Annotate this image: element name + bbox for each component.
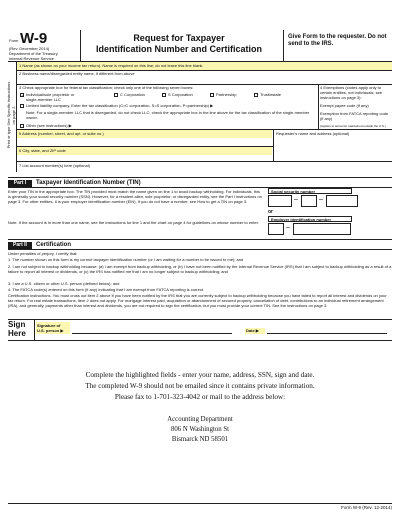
fatca-note: (Applies to accounts maintained outside the U.S.)	[320, 124, 386, 128]
partnership-checkbox[interactable]	[210, 93, 214, 97]
part-1-tag: Part I	[8, 180, 32, 187]
address-line-1: Accounting Department	[167, 416, 233, 423]
trust-estate-checkbox[interactable]	[254, 93, 258, 97]
message-line-1: Complete the highlighted fields - enter your name, address, SSN, sign and date.	[85, 371, 315, 379]
certification-item-1: 1. The number shown on this form is my correct taxpayer identification number (or I am waiting for a number to be issued to me); and	[8, 257, 244, 262]
llc-checkbox[interactable]	[20, 104, 24, 108]
other-label: Other (see instructions) ▶	[26, 123, 72, 128]
requester-name-field[interactable]: Requester's name and address (optional)	[276, 131, 350, 136]
or-label: or	[268, 209, 273, 215]
fatca-code-field[interactable]: Exemption from FATCA reporting code (if any)	[320, 111, 389, 121]
department-line: Department of the Treasury	[9, 51, 58, 56]
name-field[interactable]: 1 Name (as shown on your income tax return). Name is required on this line; do not leave this line blank.	[17, 62, 392, 70]
service-line: Internal Revenue Service	[9, 56, 54, 61]
part-2-tag: Part II	[8, 242, 32, 249]
tin-note: Note. If the account is in more than one name, see the instructions for line 1 and the chart on page 4 for guidelines on whose number to enter.	[8, 220, 259, 225]
sole-proprietor-label: Individual/sole proprietor or single-member LLC	[26, 92, 75, 102]
s-corp-checkbox[interactable]	[162, 93, 166, 97]
ssn-dash-1: –	[294, 196, 298, 203]
ssn-dash-2: –	[319, 196, 323, 203]
here-label: Here	[8, 329, 26, 338]
ein-dash: –	[286, 224, 290, 231]
ssn-serial-field[interactable]	[326, 195, 358, 207]
ein-label: Employer identification number	[268, 216, 352, 222]
certification-item-4: 4. The FATCA code(s) entered on this form (if any) indicating that I am exempt from FATCA reporting is correct.	[8, 287, 205, 292]
signature-label: Signature of U.S. person ▶	[36, 322, 70, 334]
message-line-3: Please fax to 1-701-323-4042 or mail to the address below:	[114, 393, 286, 401]
part-2-title: Certification	[36, 242, 72, 248]
c-corp-label: C Corporation	[120, 92, 145, 97]
sign-label: Sign	[8, 320, 26, 329]
form-label: Form	[9, 38, 19, 43]
llc-label: Limited liability company. Enter the tax classification (C=C corporation, S=S corporation, P=partnership) ▶	[26, 103, 214, 108]
account-numbers-field[interactable]: 7 List account number(s) here (optional)	[19, 163, 90, 168]
classification-label: 3 Check appropriate box for federal tax classification; check only one of the following seven boxes:	[19, 85, 194, 90]
address-line-3: Bismarck ND 58501	[171, 436, 229, 443]
business-name-field[interactable]: 2 Business name/disregarded entity name, if different from above	[19, 71, 135, 76]
s-corp-label: S Corporation	[168, 92, 193, 97]
ssn-label: Social security number	[268, 188, 352, 194]
certification-item-2: 2. I am not subject to backup withholding because: (a) I am exempt from backup withholding, or (b) I have not been notified by the Internal Revenue Service (IRS) that I am subject to backup withholding as a result of a failure to report all interest or dividends, or (c) the IRS has notified me that I am no longer subject to backup withholding; and	[8, 264, 392, 274]
trust-estate-label: Trust/estate	[260, 92, 281, 97]
footer-form-label: Form W-9 (Rev. 12-2014)	[341, 505, 392, 510]
give-form-note: Give Form to the requester. Do not send to the IRS.	[288, 34, 387, 47]
ein-prefix-field[interactable]	[268, 223, 284, 235]
certification-intro: Under penalties of perjury, I certify that:	[8, 251, 78, 256]
part-1-title: Taxpayer Identification Number (TIN)	[36, 180, 141, 186]
certification-item-3: 3. I am a U.S. citizen or other U.S. person (defined below); and	[8, 281, 120, 286]
ssn-group-field[interactable]	[301, 195, 317, 207]
form-subtitle: Identification Number and Certification	[95, 44, 262, 54]
address-field[interactable]: 5 Address (number, street, and apt. or suite no.)	[17, 130, 272, 138]
llc-note: Note. For a single-member LLC that is disregarded, do not check LLC; check the appropriate box in the line above for the tax classification of the single-member owner.	[26, 110, 310, 120]
other-checkbox[interactable]	[20, 124, 24, 128]
revision-date: (Rev. December 2014)	[9, 46, 50, 51]
c-corp-checkbox[interactable]	[114, 93, 118, 97]
certification-instructions: Certification instructions. You must cross out item 2 above if you have been notified by the IRS that you are currently subject to backup withholding because you have failed to report all interest and dividends on your tax return. For real estate transactions, item 2 does not apply. For mortgage interest paid, acquisition or abandonment of secured property, cancellation of debt, contributions to an individual retirement arrangement (IRA), and generally, payments other than interest and dividends, you are not required to sign the certification, but you must provide your correct TIN. See the instructions on page 3.	[8, 293, 387, 308]
address-line-2: 806 N Washington St	[170, 426, 230, 433]
sole-proprietor-checkbox[interactable]: ✓	[21, 93, 25, 98]
date-label: Date ▶	[245, 328, 265, 334]
form-title: Request for Taxpayer	[133, 33, 225, 43]
signature-field[interactable]	[72, 322, 232, 334]
instructions-message	[8, 370, 392, 403]
form-number: W-9	[20, 30, 48, 47]
mailing-address	[8, 415, 392, 445]
message-line-2: The completed W-9 should not be emailed since it contains private information.	[85, 382, 315, 390]
ein-number-field[interactable]	[293, 223, 351, 235]
date-field[interactable]	[267, 322, 387, 334]
exemptions-label: 4 Exemptions (codes apply only to certain entities, not individuals; see instructions on page 3):	[320, 85, 383, 100]
partnership-label: Partnership	[216, 92, 237, 97]
side-instructions: Print or type See Specific Instructions on page 2.	[6, 81, 16, 149]
city-state-zip-field[interactable]: 6 City, state, and ZIP code	[17, 147, 272, 155]
tin-instructions: Enter your TIN in the appropriate box. The TIN provided must match the name given on line 1 to avoid backup withholding. For individuals, this is generally your social security number (SSN). However, for a resident alien, sole proprietor, or disregarded entity, see the Part I instructions on page 3. For other entities, it is your employer identification number (EIN). If you do not have a number, see How to get a TIN on page 3.	[8, 189, 262, 204]
exempt-payee-field[interactable]: Exempt payee code (if any)	[320, 103, 369, 108]
ssn-area-field[interactable]	[268, 195, 292, 207]
